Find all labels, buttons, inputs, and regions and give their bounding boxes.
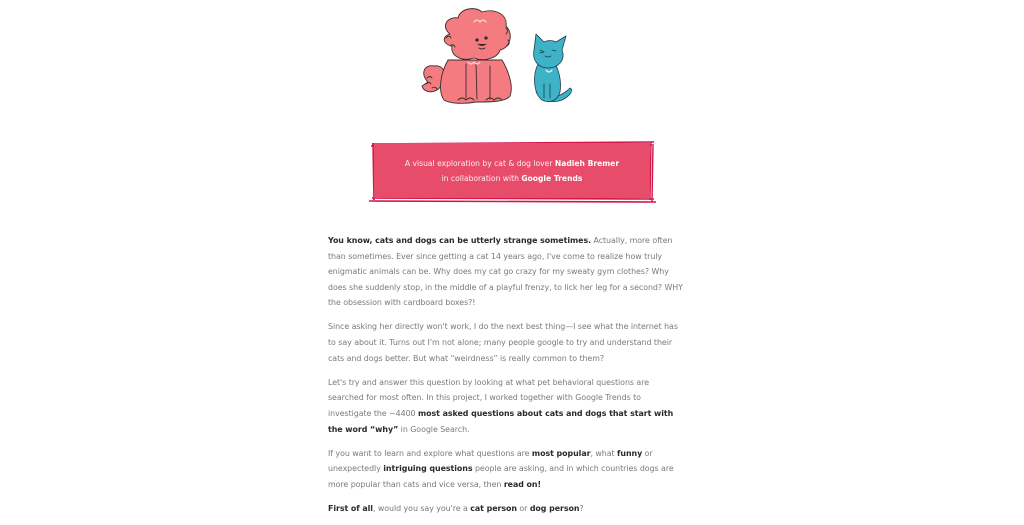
highlight-most-popular: most popular: [531, 448, 591, 458]
highlight-cat-person: cat person: [470, 503, 517, 513]
hero-illustration: [410, 4, 600, 114]
banner-collab-text: in collaboration with: [441, 173, 522, 183]
highlight-intriguing: intriguing questions: [383, 464, 473, 474]
intro-banner: [366, 136, 658, 206]
project-text-b: in Google Search.: [398, 424, 470, 434]
article-body: [328, 233, 686, 525]
dog-and-cat-illustration-icon: [410, 4, 600, 114]
banner-byline: A visual exploration by cat & dog lover: [404, 158, 555, 168]
question-text-b: or: [516, 503, 530, 513]
dog-illustration: [422, 9, 511, 104]
highlight-funny: funny: [617, 448, 643, 458]
highlight-dog-person: dog person: [529, 503, 580, 513]
intro-lead: You know, cats and dogs can be utterly strange sometimes.: [328, 236, 592, 245]
banner-content: [374, 143, 650, 198]
paragraph-internet: [328, 319, 686, 366]
explore-text-b: , what: [590, 448, 617, 458]
explore-text-a: If you want to learn and explore what questions are: [328, 448, 532, 458]
explore-text-d: people are asking, and in which countries dogs are more popular than cats and vice versa, then: [328, 464, 674, 489]
highlight-read-on: read on!: [503, 479, 542, 489]
partner-name: Google Trends: [521, 173, 583, 183]
paragraph-explore: [328, 446, 686, 493]
banner-line-1: [405, 156, 619, 171]
explore-text-c: or unexpectedly: [328, 448, 653, 474]
cat-illustration: [534, 34, 572, 102]
question-text-a: , would you say you're a: [372, 503, 471, 513]
intro-text: Actually, more often than sometimes. Ever since getting a cat 14 years ago, I've come to realize how truly enigmatic animals can be. Why does my cat go crazy for my sweaty gym clothes? Why does she suddenly stop, in the middle of a playful frenzy, to lick her leg for a second? WHY the obsession with cardboard boxes?!: [328, 236, 683, 308]
paragraph-question: [328, 501, 686, 517]
project-text-a: Let's try and answer this question by looking at what pet behavioral questions are searched for most often. In this project, I worked together with Google Trends to investigate the ~4400: [328, 377, 650, 418]
internet-text: Since asking her directly won't work, I do the next best thing—I see what the internet has to say about it. Turns out I'm not alone; many people google to try and understand their cats and dogs better. But what “weirdness” is really common to them?: [328, 322, 678, 363]
banner-line-2: [442, 171, 583, 186]
paragraph-project: [328, 375, 686, 437]
author-name: Nadieh Bremer: [554, 158, 620, 168]
project-highlight: most asked questions about cats and dogs that start with the word “why”: [328, 408, 674, 434]
paragraph-intro: [328, 233, 686, 311]
question-text-c: ?: [579, 503, 584, 513]
highlight-first-of-all: First of all: [328, 503, 373, 513]
